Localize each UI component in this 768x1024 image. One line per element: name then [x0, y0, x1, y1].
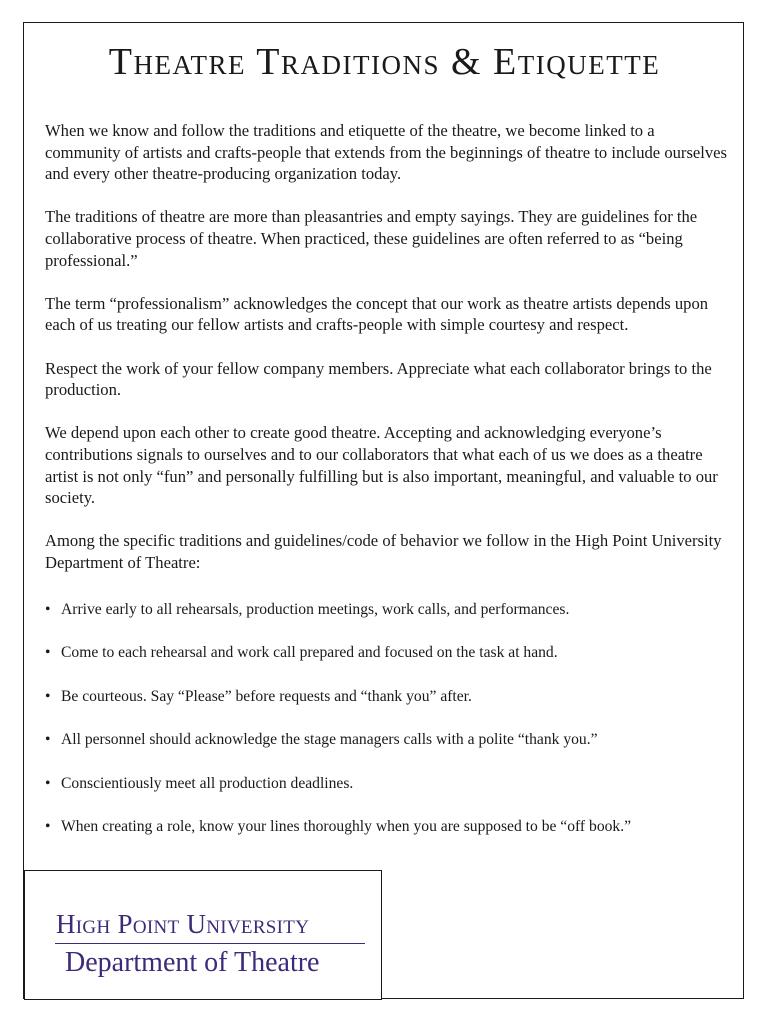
list-item-text: All personnel should acknowledge the stage managers calls with a polite “thank you.” — [61, 731, 598, 749]
list-item — [45, 599, 730, 620]
list-item — [45, 773, 730, 794]
paragraph-traditions: The traditions of theatre are more than pleasantries and empty sayings. They are guidelines for the collaborative process of theatre. When practiced, these guidelines are often referred to as “being professional.” — [45, 207, 698, 270]
list-item-text: Come to each rehearsal and work call prepared and focused on the task at hand. — [61, 644, 558, 662]
bullet-icon: • — [45, 817, 51, 835]
bullet-icon: • — [45, 774, 51, 792]
logo-university-name: High Point University — [56, 909, 310, 939]
paragraph-among: Among the specific traditions and guidelines/code of behavior we follow in the High Point University Department of Theatre: — [45, 531, 722, 572]
paragraph-professionalism: The term “professionalism” acknowledges the concept that our work as theatre artists depends upon each of us treating our fellow artists and crafts-people with simple courtesy and respect. — [45, 293, 709, 335]
paragraph-respect: Respect the work of your fellow company members. Appreciate what each collaborator brings to the production. — [45, 358, 712, 400]
body-text — [45, 120, 730, 595]
paragraph-intro: When we know and follow the traditions and etiquette of the theatre, we become linked to a community of artists and crafts-people that extends from the beginnings of theatre to include ourselves and every other theatre-producing organization today. — [45, 121, 727, 184]
logo-divider — [55, 943, 365, 944]
guidelines-list — [45, 599, 730, 859]
page-title: Theatre Traditions & Etiquette — [108, 41, 661, 83]
list-item-text: Be courteous. Say “Please” before requests and “thank you” after. — [61, 687, 472, 705]
logo-department-name: Department of Theatre — [65, 947, 320, 978]
paragraph-depend: We depend upon each other to create good theatre. Accepting and acknowledging everyone’s contributions signals to ourselves and to our collaborators that what each of us we does as a theatre artist is not only “fun” and personally fulfilling but is also important, meaningful, and valuable to our society. — [45, 423, 718, 508]
list-item-text: Conscientiously meet all production deadlines. — [61, 774, 354, 792]
list-item-text: When creating a role, know your lines thoroughly when you are supposed to be “off book.” — [61, 817, 632, 835]
bullet-icon: • — [45, 731, 51, 749]
list-item — [45, 729, 730, 750]
bullet-icon: • — [45, 687, 51, 705]
list-item — [45, 642, 730, 663]
bullet-icon: • — [45, 601, 51, 618]
bullet-icon: • — [45, 644, 51, 662]
list-item-text: Arrive early to all rehearsals, production meetings, work calls, and performances. — [61, 601, 570, 618]
list-item — [45, 816, 730, 837]
university-logo — [24, 870, 382, 1000]
list-item — [45, 686, 730, 707]
